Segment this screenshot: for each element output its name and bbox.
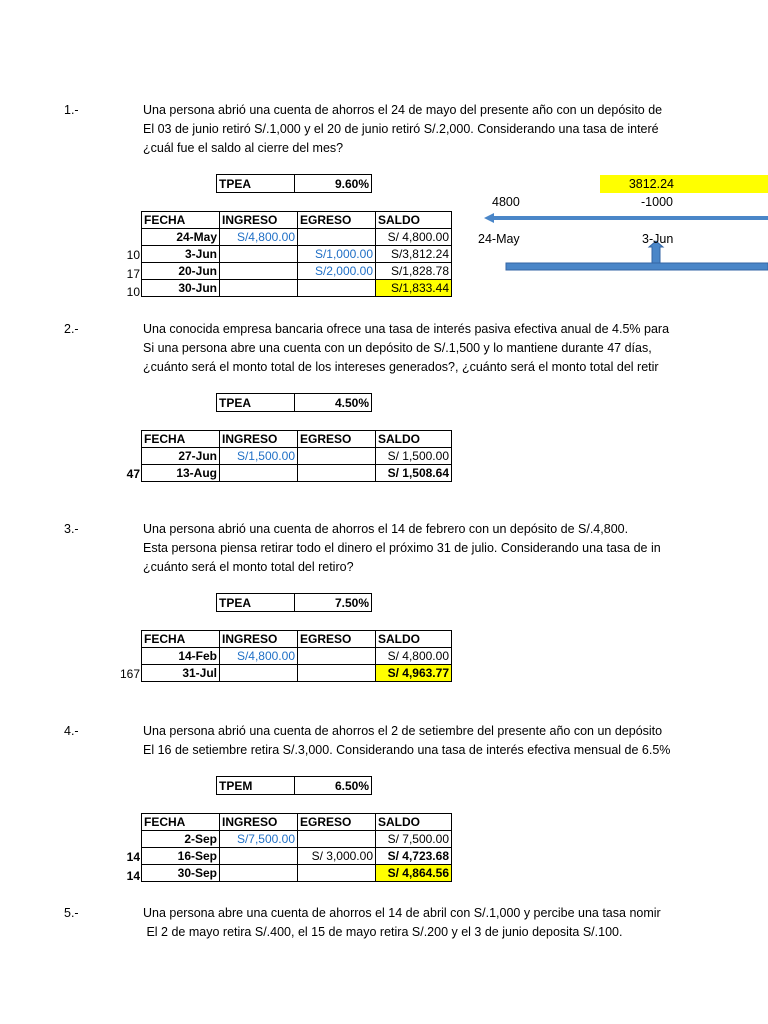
row-egreso (298, 465, 376, 482)
cash-flow-arrows (480, 205, 768, 275)
row-saldo: S/1,833.44 (376, 280, 452, 297)
table-row (142, 229, 452, 246)
statement-line: Si una persona abre una cuenta con un depósito de S/.1,500 y lo mantiene durante 47 días, (143, 341, 652, 355)
table-row (142, 831, 452, 848)
row-saldo: S/ 4,963.77 (376, 665, 452, 682)
problem-4-statement (143, 722, 768, 760)
problem-1-number: 1.- (64, 103, 79, 117)
diagram-right-value: -1000 (641, 195, 673, 209)
diagram-highlight-value: 3812.24 (600, 175, 768, 193)
rate-table-4 (216, 776, 372, 795)
table-row (142, 280, 452, 297)
row-date: 13-Aug (142, 465, 220, 482)
rate-value: 6.50% (295, 777, 372, 795)
row-egreso: S/ 3,000.00 (298, 848, 376, 865)
statement-line: ¿cuánto será el monto total del retiro? (143, 560, 354, 574)
rate-label: TPEA (217, 175, 295, 193)
table-row (142, 246, 452, 263)
rate-label: TPEA (217, 394, 295, 412)
row-date: 30-Jun (142, 280, 220, 297)
header-ingreso: INGRESO (220, 631, 298, 648)
row-date: 3-Jun (142, 246, 220, 263)
problem-2-number: 2.- (64, 322, 79, 336)
row-saldo: S/ 4,864.56 (376, 865, 452, 882)
row-ingreso: S/4,800.00 (220, 229, 298, 246)
problem-2-statement (143, 320, 768, 377)
row-egreso (298, 831, 376, 848)
row-ingreso (220, 246, 298, 263)
header-fecha: FECHA (142, 631, 220, 648)
row-ingreso (220, 665, 298, 682)
row-egreso (298, 280, 376, 297)
statement-line: Una conocida empresa bancaria ofrece una tasa de interés pasiva efectiva anual de 4.5% para (143, 322, 670, 336)
statement-line: Una persona abrió una cuenta de ahorros el 2 de setiembre del presente año con un depósito (143, 724, 663, 738)
rate-label: TPEA (217, 594, 295, 612)
days-count: 10 (126, 285, 140, 299)
row-date: 31-Jul (142, 665, 220, 682)
header-ingreso: INGRESO (220, 431, 298, 448)
rate-table-1 (216, 174, 372, 193)
row-ingreso (220, 465, 298, 482)
header-egreso: EGRESO (298, 431, 376, 448)
row-ingreso (220, 848, 298, 865)
header-fecha: FECHA (142, 212, 220, 229)
row-date: 14-Feb (142, 648, 220, 665)
row-egreso (298, 665, 376, 682)
row-date: 30-Sep (142, 865, 220, 882)
header-ingreso: INGRESO (220, 814, 298, 831)
statement-line: Esta persona piensa retirar todo el dinero el próximo 31 de julio. Considerando una tasa de in (143, 541, 661, 555)
table-row (142, 448, 452, 465)
row-date: 27-Jun (142, 448, 220, 465)
left-arrow-icon (484, 213, 768, 223)
statement-line: ¿cuál fue el saldo al cierre del mes? (143, 141, 344, 155)
row-ingreso (220, 263, 298, 280)
ledger-table-2 (141, 430, 452, 482)
header-egreso: EGRESO (298, 814, 376, 831)
table-row (142, 263, 452, 280)
row-saldo: S/ 4,800.00 (376, 648, 452, 665)
row-date: 2-Sep (142, 831, 220, 848)
rate-label: TPEM (217, 777, 295, 795)
row-egreso (298, 865, 376, 882)
statement-line: Una persona abre una cuenta de ahorros el 14 de abril con S/.1,000 y percibe una tasa nomir (143, 906, 661, 920)
header-saldo: SALDO (376, 431, 452, 448)
days-count: 14 (126, 850, 140, 864)
problem-1-statement (143, 101, 768, 158)
statement-line: Una persona abrió una cuenta de ahorros el 14 de febrero con un depósito de S/.4,800. (143, 522, 629, 536)
rate-table-3 (216, 593, 372, 612)
header-saldo: SALDO (376, 814, 452, 831)
row-saldo: S/ 4,723.68 (376, 848, 452, 865)
statement-line: ¿cuánto será el monto total de los intereses generados?, ¿cuánto será el monto total del retir (143, 360, 659, 374)
ledger-table-1 (141, 211, 452, 297)
ledger-table-4 (141, 813, 452, 882)
statement-line: El 2 de mayo retira S/.400, el 15 de mayo retira S/.200 y el 3 de junio deposita S/.100. (143, 925, 623, 939)
diagram-left-date: 24-May (478, 232, 520, 246)
table-row (142, 665, 452, 682)
row-saldo: S/ 7,500.00 (376, 831, 452, 848)
row-date: 20-Jun (142, 263, 220, 280)
table-row (142, 848, 452, 865)
row-saldo: S/ 4,800.00 (376, 229, 452, 246)
ledger-table-3 (141, 630, 452, 682)
row-ingreso: S/7,500.00 (220, 831, 298, 848)
days-count: 14 (126, 869, 140, 883)
days-count: 167 (119, 667, 140, 681)
row-egreso: S/2,000.00 (298, 263, 376, 280)
days-count: 10 (126, 248, 140, 262)
problem-3-statement (143, 520, 768, 577)
rate-value: 7.50% (295, 594, 372, 612)
header-egreso: EGRESO (298, 212, 376, 229)
table-row (142, 465, 452, 482)
header-fecha: FECHA (142, 431, 220, 448)
rate-value: 9.60% (295, 175, 372, 193)
row-egreso: S/1,000.00 (298, 246, 376, 263)
table-row (142, 648, 452, 665)
problem-3-number: 3.- (64, 522, 79, 536)
header-fecha: FECHA (142, 814, 220, 831)
rate-value: 4.50% (295, 394, 372, 412)
row-date: 24-May (142, 229, 220, 246)
row-ingreso (220, 280, 298, 297)
row-saldo: S/1,828.78 (376, 263, 452, 280)
row-date: 16-Sep (142, 848, 220, 865)
rate-table-2 (216, 393, 372, 412)
timeline-bar (506, 263, 768, 270)
statement-line: El 16 de setiembre retira S/.3,000. Considerando una tasa de interés efectiva mensual de 6.5% (143, 743, 671, 757)
problem-5-statement (143, 904, 768, 942)
header-saldo: SALDO (376, 212, 452, 229)
row-saldo: S/3,812.24 (376, 246, 452, 263)
diagram-right-date: 3-Jun (642, 232, 674, 246)
row-saldo: S/ 1,500.00 (376, 448, 452, 465)
row-ingreso: S/4,800.00 (220, 648, 298, 665)
row-egreso (298, 648, 376, 665)
days-count: 17 (126, 267, 140, 281)
problem-4-number: 4.- (64, 724, 79, 738)
header-saldo: SALDO (376, 631, 452, 648)
days-count: 47 (126, 467, 140, 481)
problem-5-number: 5.- (64, 906, 79, 920)
row-saldo: S/ 1,508.64 (376, 465, 452, 482)
header-ingreso: INGRESO (220, 212, 298, 229)
table-row (142, 865, 452, 882)
row-ingreso (220, 865, 298, 882)
header-egreso: EGRESO (298, 631, 376, 648)
statement-line: El 03 de junio retiró S/.1,000 y el 20 de junio retiró S/.2,000. Considerando una tasa de interé (143, 122, 659, 136)
statement-line: Una persona abrió una cuenta de ahorros el 24 de mayo del presente año con un depósito de (143, 103, 663, 117)
row-egreso (298, 229, 376, 246)
row-ingreso: S/1,500.00 (220, 448, 298, 465)
row-egreso (298, 448, 376, 465)
diagram-left-value: 4800 (492, 195, 520, 209)
